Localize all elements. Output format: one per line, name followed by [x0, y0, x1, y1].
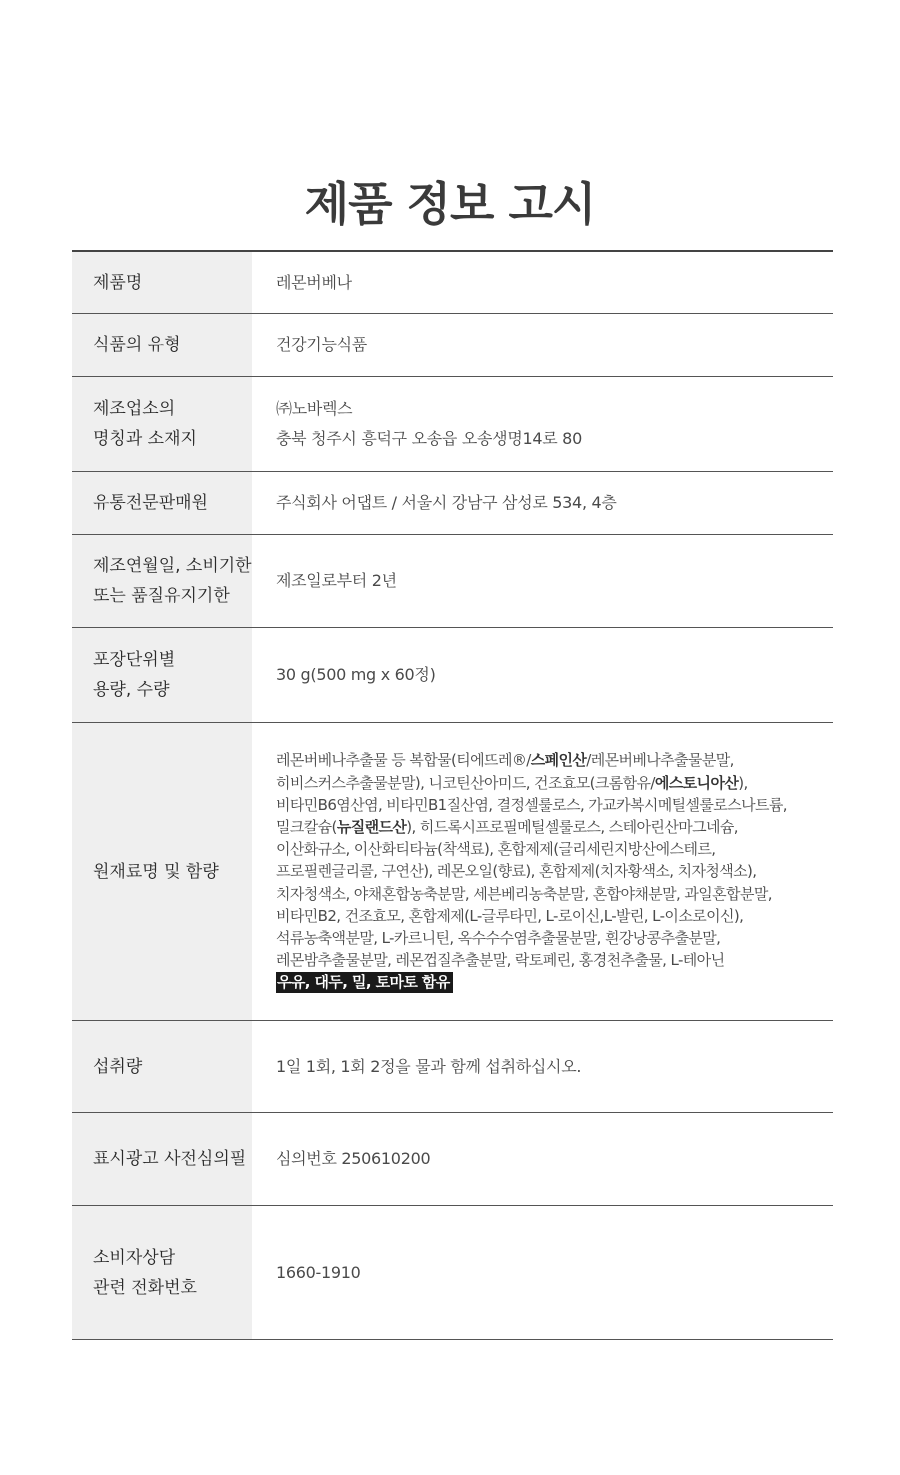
row-label	[72, 252, 252, 313]
row-label-line: 포장단위별	[93, 650, 176, 670]
table-row	[72, 1021, 833, 1113]
row-label	[72, 377, 252, 471]
ingredient-line	[276, 905, 825, 927]
ingredient-line	[276, 838, 825, 860]
ingredient-text: /레몬버베나추출물분말,	[586, 751, 734, 770]
origin-country: 뉴질랜드산	[336, 817, 407, 836]
row-label-line: 표시광고 사전심의필	[93, 1149, 247, 1169]
table-row	[72, 314, 833, 377]
row-label	[72, 723, 252, 1020]
row-label	[72, 472, 252, 534]
row-label	[72, 314, 252, 376]
table-row	[72, 252, 833, 314]
row-label-line: 명칭과 소재지	[93, 429, 197, 449]
ingredient-text: ), 히드록시프로필메틸셀룰로스, 스테아린산마그네슘,	[406, 817, 738, 836]
ingredient-text: ),	[738, 773, 748, 792]
row-value	[252, 1206, 833, 1339]
row-label-line: 관련 전화번호	[93, 1277, 197, 1298]
ingredient-line	[276, 883, 825, 905]
row-value	[252, 1113, 833, 1205]
ingredient-text: 밀크칼슘(	[276, 817, 337, 836]
row-value	[252, 314, 833, 376]
row-value-line: 심의번호 250610200	[276, 1149, 431, 1168]
page-title: 제품 정보 고시	[304, 177, 596, 231]
ingredient-line	[276, 749, 825, 771]
table-row	[72, 535, 833, 628]
row-label	[72, 535, 252, 627]
row-label	[72, 1113, 252, 1205]
ingredient-text: 비타민B2, 건조효모, 혼합제제(L-글루타민, L-로이신,L-발린, L-이소로이신),	[276, 906, 744, 925]
ingredient-text: 비타민B6염산염, 비타민B1질산염, 결정셀룰로스, 가교카복시메틸셀룰로스나트륨,	[276, 795, 787, 814]
row-label-line: 제조업소의	[93, 399, 176, 419]
row-label-line: 유통전문판매원	[93, 493, 208, 513]
origin-country: 스페인산	[530, 751, 587, 770]
ingredient-text: 이산화규소, 이산화티타늄(착색료), 혼합제제(글리세린지방산에스테르,	[276, 840, 716, 859]
origin-country: 에스토니아산	[654, 773, 739, 792]
ingredient-text: 프로필렌글리콜, 구연산), 레몬오일(향료), 혼합제제(치자황색소, 치자청색소),	[276, 862, 757, 881]
row-label-line: 원재료명 및 함량	[93, 861, 219, 882]
ingredient-text: 레몬버베나추출물 등 복합물(티에뜨레®/	[276, 751, 531, 770]
row-value	[252, 377, 833, 471]
ingredient-text: 레몬밤추출물분말, 레몬껍질추출분말, 락토페린, 홍경천추출물, L-테아닌	[276, 951, 725, 970]
ingredient-line	[276, 860, 825, 882]
product-info-table	[72, 250, 833, 1340]
ingredient-line	[276, 949, 825, 971]
row-value	[252, 472, 833, 534]
row-value-line: 주식회사 어댑트 / 서울시 강남구 삼성로 534, 4층	[276, 493, 617, 512]
row-label	[72, 1206, 252, 1339]
row-value	[252, 1021, 833, 1112]
ingredient-line	[276, 772, 825, 794]
row-value-line: 1일 1회, 1회 2정을 물과 함께 섭취하십시오.	[276, 1056, 582, 1076]
row-value-line: 제조일로부터 2년	[276, 571, 397, 590]
table-row	[72, 472, 833, 535]
ingredient-line	[276, 927, 825, 949]
table-row	[72, 377, 833, 472]
ingredient-line	[276, 816, 825, 838]
row-value-line: 레몬버베나	[276, 272, 352, 292]
row-label-line: 또는 품질유지기한	[93, 586, 230, 606]
row-value-line: 30 g(500 mg x 60정)	[276, 665, 436, 684]
row-value-line: 건강기능식품	[276, 335, 367, 354]
row-value-line: ㈜노바렉스	[276, 399, 353, 418]
row-label	[72, 1021, 252, 1112]
table-row	[72, 1113, 833, 1206]
row-label	[72, 628, 252, 722]
row-label-line: 식품의 유형	[93, 335, 181, 355]
ingredients-list	[252, 723, 833, 1020]
row-value-line: 충북 청주시 흥덕구 오송읍 오송생명14로 80	[276, 429, 582, 448]
table-row	[72, 628, 833, 723]
allergen-line	[276, 971, 825, 993]
row-value-line: 1660-1910	[276, 1262, 361, 1282]
table-row	[72, 723, 833, 1021]
row-label-line: 제조연월일, 소비기한	[93, 556, 252, 576]
ingredient-line	[276, 794, 825, 816]
row-label-line: 용량, 수량	[93, 680, 170, 700]
ingredient-text: 히비스커스추출물분말), 니코틴산아미드, 건조효모(크롬함유/	[276, 773, 655, 792]
row-value	[252, 535, 833, 627]
ingredient-text: 석류농축액분말, L-카르니틴, 옥수수수염추출물분말, 흰강낭콩추출분말,	[276, 929, 721, 947]
row-label-line: 소비자상담	[93, 1247, 176, 1268]
row-label-line: 제품명	[93, 272, 143, 293]
row-value	[252, 628, 833, 722]
row-label-line: 섭취량	[93, 1056, 143, 1077]
ingredient-text: 치자청색소, 야채혼합농축분말, 세븐베리농축분말, 혼합야채분말, 과일혼합분말,	[276, 884, 772, 903]
allergen-badge: 우유, 대두, 밀, 토마토 함유	[276, 972, 453, 993]
row-value	[252, 252, 833, 313]
table-row	[72, 1206, 833, 1340]
